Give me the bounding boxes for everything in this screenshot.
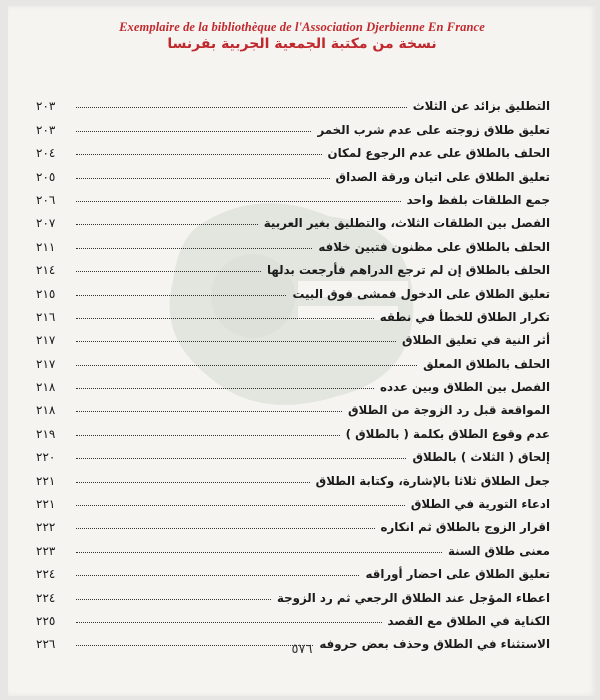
dot-leader — [76, 178, 330, 179]
dot-leader — [76, 154, 322, 155]
toc-entry — [36, 605, 550, 628]
toc-entry-title: الحلف بالطلاق على مظنون فتبين خلافه — [318, 239, 550, 254]
toc-entry — [36, 488, 550, 511]
dot-leader — [76, 365, 417, 366]
toc-entry-title: الاستثناء في الطلاق وحذف بعض حروفه — [319, 637, 550, 652]
toc-entry — [36, 581, 550, 604]
dot-leader — [76, 528, 375, 529]
dot-leader — [76, 341, 396, 342]
toc-entry-page: ٢٢٦ — [36, 637, 56, 652]
toc-entry-title: تعليق الطلاق على احضار أوراقه — [365, 567, 550, 582]
toc-entry — [36, 184, 550, 207]
dot-leader — [76, 622, 382, 623]
toc-entry-page: ٢١١ — [36, 239, 56, 254]
toc-entry-page: ٢١٤ — [36, 263, 56, 278]
toc-entry — [36, 207, 550, 230]
dot-leader — [76, 435, 340, 436]
toc-entry-title: جمع الطلقات بلفظ واحد — [406, 192, 550, 207]
dot-leader — [76, 318, 374, 319]
toc-entry-page: ٢١٥ — [36, 286, 56, 301]
toc-entry — [36, 441, 550, 464]
toc-entry — [36, 558, 550, 581]
toc-entry-title: جعل الطلاق ثلاثا بالإشارة، وكتابة الطلاق — [315, 473, 550, 488]
dot-leader — [76, 458, 406, 459]
toc-entry — [36, 254, 550, 277]
toc-entry-title: الفصل بين الطلقات الثلاث، والتطليق بغير العربية — [263, 216, 550, 231]
toc-entry-page: ٢٢٤ — [36, 567, 56, 582]
toc-entry-page: ٢٠٧ — [36, 216, 56, 231]
toc-entry-title: إلحاق ( الثلاث ) بالطلاق — [412, 450, 550, 465]
dot-leader — [76, 552, 442, 553]
toc-entry — [36, 160, 550, 183]
toc-entry — [36, 464, 550, 487]
toc-entry-page: ٢٢٠ — [36, 450, 56, 465]
toc-entry-page: ٢٢٢ — [36, 520, 56, 535]
toc-entry — [36, 347, 550, 370]
toc-entry-title: الحلف بالطلاق إن لم ترجع الدراهم فأرجعت بدلها — [266, 263, 550, 278]
toc-entry-title: الحلف بالطلاق على عدم الرجوع لمكان — [327, 146, 550, 161]
toc-entry-page: ٢٢٣ — [36, 543, 56, 558]
dot-leader — [76, 271, 261, 272]
toc-entry-page: ٢١٦ — [36, 309, 56, 324]
toc-entry-title: اقرار الزوج بالطلاق ثم انكاره — [380, 520, 550, 535]
toc-entry-page: ٢٢١ — [36, 497, 56, 512]
toc-entry-title: عدم وقوع الطلاق بكلمة ( بالطلاق ) — [345, 426, 550, 441]
toc-entry-title: تعليق طلاق زوجته على عدم شرب الخمر — [317, 122, 550, 137]
toc-entry-page: ٢١٧ — [36, 356, 56, 371]
toc-entry-title: الكناية في الطلاق مع القصد — [387, 613, 550, 628]
toc-entry — [36, 113, 550, 136]
dot-leader — [76, 482, 310, 483]
toc-entry — [36, 277, 550, 300]
toc-entry-title: أثر النية في تعليق الطلاق — [402, 333, 550, 348]
dot-leader — [76, 599, 271, 600]
header-french: Exemplaire de la bibliothèque de l'Association Djerbienne En France — [119, 20, 485, 34]
header-arabic: نسخة من مكتبة الجمعية الجربية بفرنسا — [167, 36, 437, 52]
toc-entry-title: معنى طلاق السنة — [448, 543, 550, 558]
toc-entry — [36, 90, 550, 113]
toc-entry — [36, 137, 550, 160]
dot-leader — [76, 295, 286, 296]
dot-leader — [76, 575, 359, 576]
toc-entry-page: ٢٢٥ — [36, 613, 56, 628]
toc-entry — [36, 371, 550, 394]
library-stamp-header — [8, 20, 596, 52]
dot-leader — [76, 224, 258, 225]
dot-leader — [76, 505, 405, 506]
toc-entry-title: الحلف بالطلاق المعلق — [423, 356, 550, 371]
toc-entry-title: تكرار الطلاق للخطأ في نطقه — [379, 309, 550, 324]
toc-entry — [36, 301, 550, 324]
dot-leader — [76, 201, 401, 202]
toc-entry-page: ٢١٩ — [36, 426, 56, 441]
toc-entry-page: ٢٠٣ — [36, 122, 56, 137]
toc-entry-page: ٢١٨ — [36, 380, 56, 395]
toc-entry-title: التطليق بزائد عن الثلاث — [412, 99, 550, 114]
dot-leader — [76, 411, 342, 412]
toc-entry-page: ٢٢٤ — [36, 590, 56, 605]
toc-entry — [36, 394, 550, 417]
toc-entry — [36, 534, 550, 557]
toc-entry-page: ٢٠٥ — [36, 169, 56, 184]
toc-entry-page: ٢٠٤ — [36, 146, 56, 161]
toc-entry-title: ادعاء التورية في الطلاق — [410, 497, 550, 512]
dot-leader — [76, 388, 374, 389]
toc-entry-title: اعطاء المؤجل عند الطلاق الرجعي ثم رد الزوجة — [276, 590, 550, 605]
toc-entry-page: ٢١٨ — [36, 403, 56, 418]
toc-entry — [36, 230, 550, 253]
toc-entry-page: ٢٠٦ — [36, 192, 56, 207]
dot-leader — [76, 248, 312, 249]
toc-entry-title: المواقعة قبل رد الزوجة من الطلاق — [348, 403, 550, 418]
toc-entry-title: تعليق الطلاق على اتيان ورقة الصداق — [335, 169, 550, 184]
toc-entry — [36, 324, 550, 347]
table-of-contents — [36, 90, 550, 651]
dot-leader — [76, 131, 311, 132]
toc-entry — [36, 511, 550, 534]
dot-leader — [76, 107, 407, 108]
toc-entry-page: ٢١٧ — [36, 333, 56, 348]
book-page — [8, 6, 596, 696]
toc-entry-title: تعليق الطلاق على الدخول فمشى فوق البيت — [292, 286, 550, 301]
toc-entry-page: ٢٠٣ — [36, 99, 56, 114]
toc-entry-title: الفصل بين الطلاق وبين عدده — [380, 380, 550, 395]
page-number: ٥٧٦ — [291, 642, 313, 657]
toc-entry-page: ٢٢١ — [36, 473, 56, 488]
toc-entry — [36, 417, 550, 440]
